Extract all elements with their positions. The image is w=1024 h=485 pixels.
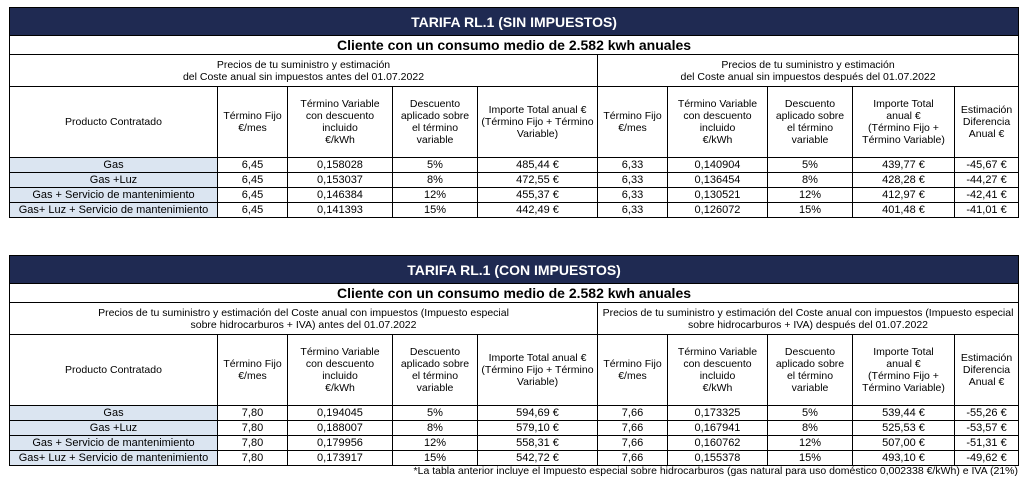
header-fixed-after: Término Fijo €/mes [598,87,668,158]
client-row [10,36,1019,55]
value-cell-disc-b: 12% [393,188,478,203]
header-variable-before: Término Variable con descuento incluido €/kWh [288,87,393,158]
header-variable-after: Término Variable con descuento incluido €/kWh [668,87,768,158]
table-title: TARIFA RL.1 (CON IMPUESTOS) [10,256,1019,284]
header-difference: Estimación Diferencia Anual € [955,87,1019,158]
table-row [10,203,1019,218]
table-row [10,173,1019,188]
value-cell-disc-a: 5% [768,158,853,173]
header-fixed-before: Término Fijo €/mes [218,335,288,406]
value-cell-disc-b: 5% [393,406,478,421]
value-cell-disc-a: 12% [768,188,853,203]
tariff-table-sin-impuestos [9,7,1019,218]
value-cell-var-a: 0,140904 [668,158,768,173]
value-cell-total-a: 439,77 € [853,158,955,173]
value-cell-fixed-a: 7,66 [598,451,668,466]
value-cell-total-b: 442,49 € [478,203,598,218]
value-cell-fixed-b: 7,80 [218,436,288,451]
tariff-table-con-impuestos [9,255,1019,466]
product-cell: Gas +Luz [10,421,218,436]
period-after-label: Precios de tu suministro y estimación del Coste anual sin impuestos después del 01.07.2022 [598,55,1019,87]
value-cell-total-a: 507,00 € [853,436,955,451]
value-cell-disc-b: 12% [393,436,478,451]
value-cell-fixed-b: 7,80 [218,451,288,466]
value-cell-total-a: 525,53 € [853,421,955,436]
value-cell-var-b: 0,141393 [288,203,393,218]
header-total-before: Importe Total anual € (Término Fijo + Término Variable) [478,335,598,406]
period-row [10,55,1019,87]
header-product: Producto Contratado [10,87,218,158]
value-cell-total-b: 579,10 € [478,421,598,436]
value-cell-total-b: 558,31 € [478,436,598,451]
value-cell-total-a: 493,10 € [853,451,955,466]
value-cell-fixed-b: 7,80 [218,421,288,436]
header-variable-before: Término Variable con descuento incluido €/kWh [288,335,393,406]
value-cell-fixed-b: 6,45 [218,158,288,173]
value-cell-diff: -44,27 € [955,173,1019,188]
value-cell-disc-b: 15% [393,203,478,218]
header-total-before: Importe Total anual € (Término Fijo + Término Variable) [478,87,598,158]
header-discount-after: Descuento aplicado sobre el término variable [768,335,853,406]
value-cell-var-b: 0,188007 [288,421,393,436]
value-cell-total-b: 594,69 € [478,406,598,421]
value-cell-var-b: 0,146384 [288,188,393,203]
value-cell-total-b: 485,44 € [478,158,598,173]
value-cell-fixed-a: 7,66 [598,436,668,451]
value-cell-total-a: 412,97 € [853,188,955,203]
table-row [10,421,1019,436]
value-cell-diff: -53,57 € [955,421,1019,436]
value-cell-var-b: 0,194045 [288,406,393,421]
value-cell-var-a: 0,167941 [668,421,768,436]
value-cell-fixed-a: 6,33 [598,173,668,188]
value-cell-total-a: 428,28 € [853,173,955,188]
value-cell-total-b: 455,37 € [478,188,598,203]
value-cell-disc-a: 8% [768,421,853,436]
value-cell-fixed-b: 6,45 [218,173,288,188]
value-cell-diff: -49,62 € [955,451,1019,466]
value-cell-disc-a: 15% [768,451,853,466]
value-cell-fixed-b: 6,45 [218,188,288,203]
value-cell-disc-b: 8% [393,421,478,436]
client-consumption-label: Cliente con un consumo medio de 2.582 kwh anuales [10,284,1019,303]
header-discount-before: Descuento aplicado sobre el término variable [393,87,478,158]
column-header-row [10,87,1019,158]
value-cell-disc-a: 12% [768,436,853,451]
value-cell-diff: -51,31 € [955,436,1019,451]
value-cell-fixed-a: 6,33 [598,188,668,203]
value-cell-fixed-b: 6,45 [218,203,288,218]
value-cell-total-a: 401,48 € [853,203,955,218]
product-cell: Gas + Servicio de mantenimiento [10,188,218,203]
value-cell-diff: -55,26 € [955,406,1019,421]
value-cell-var-a: 0,136454 [668,173,768,188]
table-row [10,406,1019,421]
value-cell-var-a: 0,160762 [668,436,768,451]
product-cell: Gas +Luz [10,173,218,188]
product-cell: Gas [10,406,218,421]
period-before-label: Precios de tu suministro y estimación del Coste anual sin impuestos antes del 01.07.2022 [10,55,598,87]
value-cell-var-b: 0,158028 [288,158,393,173]
value-cell-fixed-a: 7,66 [598,421,668,436]
table-row [10,451,1019,466]
value-cell-disc-a: 5% [768,406,853,421]
value-cell-fixed-a: 6,33 [598,158,668,173]
footnote: *La tabla anterior incluye el Impuesto especial sobre hidrocarburos (gas natural para uso doméstico 0,002338 €/kWh) e IVA (21%) [413,465,1018,477]
header-discount-before: Descuento aplicado sobre el término variable [393,335,478,406]
value-cell-var-a: 0,155378 [668,451,768,466]
product-cell: Gas+ Luz + Servicio de mantenimiento [10,203,218,218]
header-variable-after: Término Variable con descuento incluido €/kWh [668,335,768,406]
period-after-label: Precios de tu suministro y estimación del Coste anual con impuestos (Impuesto especial sobre hidrocarburos + IVA) después del 01.07.2022 [598,303,1019,335]
product-cell: Gas [10,158,218,173]
table-banner [10,8,1019,36]
value-cell-var-a: 0,130521 [668,188,768,203]
value-cell-total-a: 539,44 € [853,406,955,421]
value-cell-disc-a: 8% [768,173,853,188]
value-cell-var-a: 0,126072 [668,203,768,218]
client-consumption-label: Cliente con un consumo medio de 2.582 kwh anuales [10,36,1019,55]
header-product: Producto Contratado [10,335,218,406]
header-discount-after: Descuento aplicado sobre el término variable [768,87,853,158]
value-cell-var-b: 0,179956 [288,436,393,451]
table-row [10,188,1019,203]
header-total-after: Importe Total anual € (Término Fijo + Término Variable) [853,87,955,158]
table-row [10,436,1019,451]
table-banner [10,256,1019,284]
value-cell-disc-b: 5% [393,158,478,173]
period-before-label: Precios de tu suministro y estimación del Coste anual con impuestos (Impuesto especial sobre hidrocarburos + IVA) antes del 01.07.2022 [10,303,598,335]
header-fixed-before: Término Fijo €/mes [218,87,288,158]
value-cell-fixed-a: 6,33 [598,203,668,218]
value-cell-var-b: 0,173917 [288,451,393,466]
column-header-row [10,335,1019,406]
value-cell-var-b: 0,153037 [288,173,393,188]
header-difference: Estimación Diferencia Anual € [955,335,1019,406]
value-cell-disc-a: 15% [768,203,853,218]
header-fixed-after: Término Fijo €/mes [598,335,668,406]
value-cell-diff: -42,41 € [955,188,1019,203]
value-cell-total-b: 472,55 € [478,173,598,188]
value-cell-var-a: 0,173325 [668,406,768,421]
value-cell-fixed-b: 7,80 [218,406,288,421]
table-title: TARIFA RL.1 (SIN IMPUESTOS) [10,8,1019,36]
product-cell: Gas + Servicio de mantenimiento [10,436,218,451]
value-cell-disc-b: 15% [393,451,478,466]
client-row [10,284,1019,303]
value-cell-diff: -45,67 € [955,158,1019,173]
value-cell-total-b: 542,72 € [478,451,598,466]
product-cell: Gas+ Luz + Servicio de mantenimiento [10,451,218,466]
value-cell-fixed-a: 7,66 [598,406,668,421]
value-cell-disc-b: 8% [393,173,478,188]
header-total-after: Importe Total anual € (Término Fijo + Término Variable) [853,335,955,406]
table-row [10,158,1019,173]
value-cell-diff: -41,01 € [955,203,1019,218]
period-row [10,303,1019,335]
